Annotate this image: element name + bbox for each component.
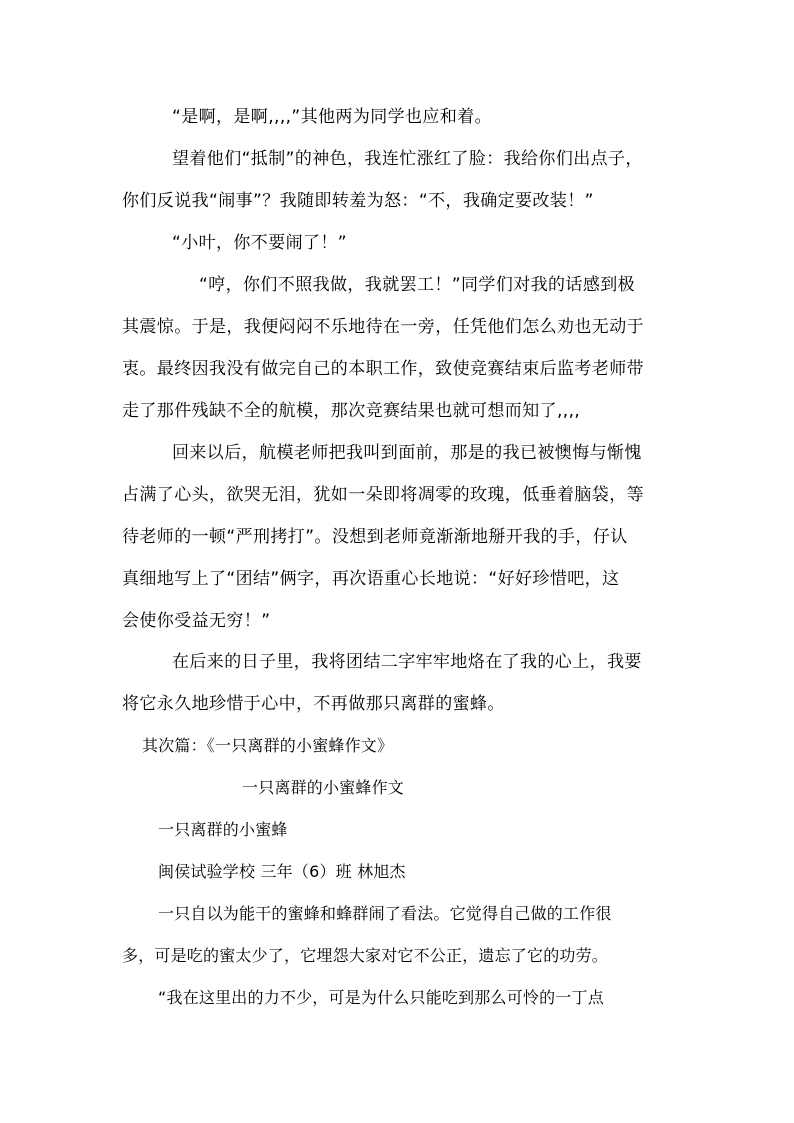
text-line: 望着他们“抵制”的神色，我连忙涨红了脸：我给你们出点子， <box>172 149 643 169</box>
text-line: 走了那件残缺不全的航模，那次竞赛结果也就可想而知了,,,, <box>122 401 581 421</box>
text-line: “小叶，你不要闹了！” <box>172 233 348 253</box>
text-line: 其震惊。于是，我便闷闷不乐地待在一旁，任凭他们怎么劝也无动于 <box>122 317 644 337</box>
article-subtitle: 一只离群的小蜜蜂 <box>158 820 288 839</box>
text-line: “是啊，是啊,,,,”其他两为同学也应和着。 <box>172 107 493 127</box>
text-line: 在后来的日子里，我将团结二字牢牢地烙在了我的心上，我要 <box>172 652 642 672</box>
section-heading: 其次篇：《一只离群的小蜜蜂作文》 <box>142 736 394 755</box>
text-line: 待老师的一顿“严刑拷打”。没想到老师竟渐渐地掰开我的手，仔认 <box>122 527 628 547</box>
text-line: 回来以后，航模老师把我叫到面前，那是的我已被懊悔与惭愧 <box>172 443 642 463</box>
article-title: 一只离群的小蜜蜂作文 <box>242 778 405 797</box>
text-line: 真细地写上了“团结”俩字，再次语重心长地说：“好好珍惜吧，这 <box>122 569 620 589</box>
text-line: “我在这里出的力不少，可是为什么只能吃到那么可怜的一丁点 <box>158 988 604 1007</box>
text-line: 将它永久地珍惜于心中，不再做那只离群的蜜蜂。 <box>122 694 505 714</box>
text-line: 你们反说我“闹事”？我随即转羞为怒：“不，我确定要改装！” <box>122 191 594 211</box>
text-line: 会使你受益无穷！” <box>122 611 271 631</box>
text-line: 占满了心头，欲哭无泪，犹如一朵即将凋零的玫瑰，低垂着脑袋，等 <box>122 485 644 505</box>
article-author: 闽侯试验学校 三年（6）班 林旭杰 <box>158 862 406 881</box>
text-line: 衷。最终因我没有做完自己的本职工作，致使竞赛结束后监考老师带 <box>122 359 644 379</box>
text-line: 多，可是吃的蜜太少了，它埋怨大家对它不公正，遗忘了它的功劳。 <box>122 946 609 965</box>
text-line: 一只自以为能干的蜜蜂和蜂群闹了看法。它觉得自己做的工作很 <box>158 904 612 923</box>
text-line: “哼，你们不照我做，我就罢工！”同学们对我的话感到极 <box>199 275 636 295</box>
